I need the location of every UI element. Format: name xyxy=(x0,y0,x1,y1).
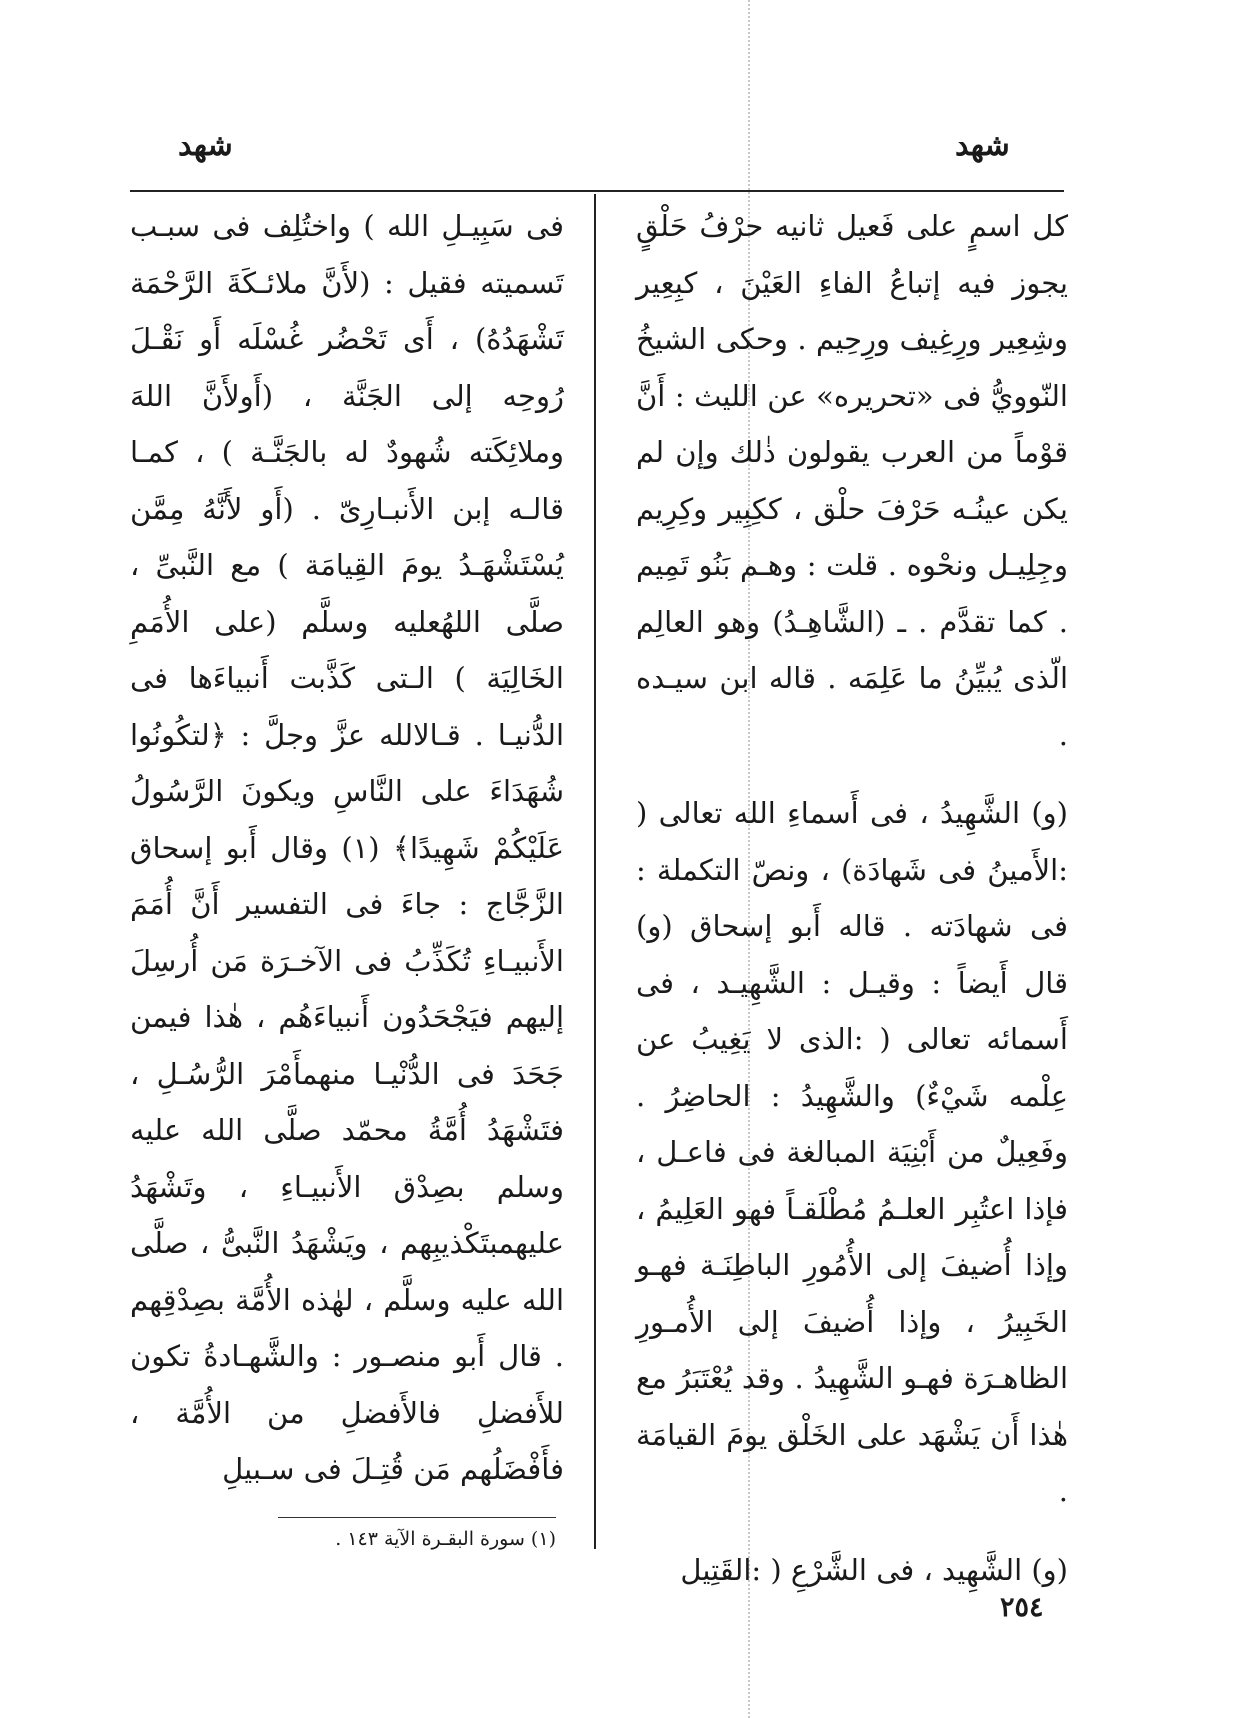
running-header-left: شهد xyxy=(178,128,233,163)
header-rule xyxy=(130,190,1064,192)
page-number: ٢٥٤ xyxy=(1000,1592,1044,1623)
footnote: (١) سورة البقـرة الآية ١٤٣ . xyxy=(335,1528,556,1550)
left-paragraph-1: فى سَبِيـلِ الله ) واختُلِف فى سبـب تَسميته فقيل : (لأَنَّ ملائـكَةَ الرَّحْمَة تَشْهَدُهُ) ، أَى تَحْضُر غُسْلَه أَو نَقْـلَ رُوحِه إلى الجَنَّة ، (أَولأَنَّ اللهَ وملائِكَته شُهودٌ له بالجَنَّـة ) ، كمـا قالـه إبن الأَنبـارِىّ . (أَو لأَنَّهُ مِمَّن يُسْتَشْهَـدُ يومَ القِيامَة ) مع النَّبىِّ ، صلَّى اللهُعليه وسلَّم (على الأُمَمِ الخَالِيَة ) الـتى كَذَّبت أَنبياءَها فى الدُّنيـا . قـالالله عزَّ وجلَّ : ﴿لتكُونُوا شُهَدَاءَ على النَّاسِ ويكونَ الرَّسُولُ عَلَيْكُمْ شَهِيدًا﴾ (١) وقال أَبو إسحاق الزَّجَّاج : جاءَ فى التفسير أَنَّ أُمَمَ الأَنبيـاءِ تُكَذِّبُ فى الآخـرَة مَن أُرسِلَ إليهم فيَجْحَدُون أَنبياءَهُم ، هٰذا فيمن جَحَدَ فى الدُّنْيـا منهمأَمْرَ الرُّسُـلِ ، فتَشْهَدُ أُمَّةُ محمّد صلَّى الله عليه وسلم بصِدْق الأَنبيـاءِ ، وتَشْهَدُ عليهمبتَكْذيبِهم ، ويَشْهَدُ النَّبىُّ ، صلَّى الله عليه وسلَّم ، لهٰذه الأُمَّة بصِدْقِهم . قال أَبو منصـور : والشَّهـادةُ تكون للأَفضلِ فالأَفضلِ من الأُمَّة ، فأَفْضَلُهم مَن قُتِـلَ فى سـبيلِ xyxy=(130,209,565,1486)
right-paragraph-1: كل اسمٍ على فَعيل ثانيه حرْفُ حَلْقٍ يجوز فيه إتباعُ الفاءِ العَيْنَ ، كبِعِير وشِعِير ورِغِيف ورِحِيم . وحكى الشيخُ النّوويُّ فى «تحريره» عن الليث : أَنَّ قوْماً من العرب يقولون ذٰلك وإن لم يكن عينُـه حَرْفَ حلْق ، ككِبِير وكِرِيم وجِلِيـل ونحْوه . قلت : وهـم بَنُو تَمِيم . كما تقدَّم . ـ (الشَّاهِـدُ) وهو العالِم الّذى يُبيِّنُ ما عَلِمَه . قاله ابن سيـده . xyxy=(636,209,1068,752)
right-paragraph-3: (و) الشَّهِيد ، فى الشَّرْعِ ( :القَتِيل xyxy=(680,1552,1068,1587)
column-divider xyxy=(594,194,596,1549)
footnote-rule xyxy=(278,1517,556,1518)
running-header-right: شهد xyxy=(955,128,1010,163)
right-paragraph-2: (و) الشَّهِيدُ ، فى أَسماءِ الله تعالى ( :الأَمينُ فى شَهادَة) ، ونصّ التكملة : فى شهادَته . قاله أَبو إسحاق (و) قال أَيضاً : وقيـل : الشَّهِيـد ، فى أَسمائه تعالى ( :الذى لا يَغِيبُ عن عِلْمه شَيْءٌ) والشَّهِيدُ : الحاضِرُ . وفَعِيلٌ من أَبْنِيَة المبالغة فى فاعـل ، فإذا اعتُبِر العلـمُ مُطْلَقـاً فهو العَلِيمُ ، وإذا أُضيفَ إلى الأُمُورِ الباطِنَـة فهـو الخَبِيرُ ، وإذا أُضيفَ إلى الأُمـورِ الظاهـرَة فهـو الشَّهِيدُ . وقد يُعْتَبَرُ مع هٰذا أَن يَشْهَد على الخَلْق يومَ القيامَة . xyxy=(636,796,1068,1508)
right-column xyxy=(636,198,1068,1598)
left-column xyxy=(130,198,564,1498)
